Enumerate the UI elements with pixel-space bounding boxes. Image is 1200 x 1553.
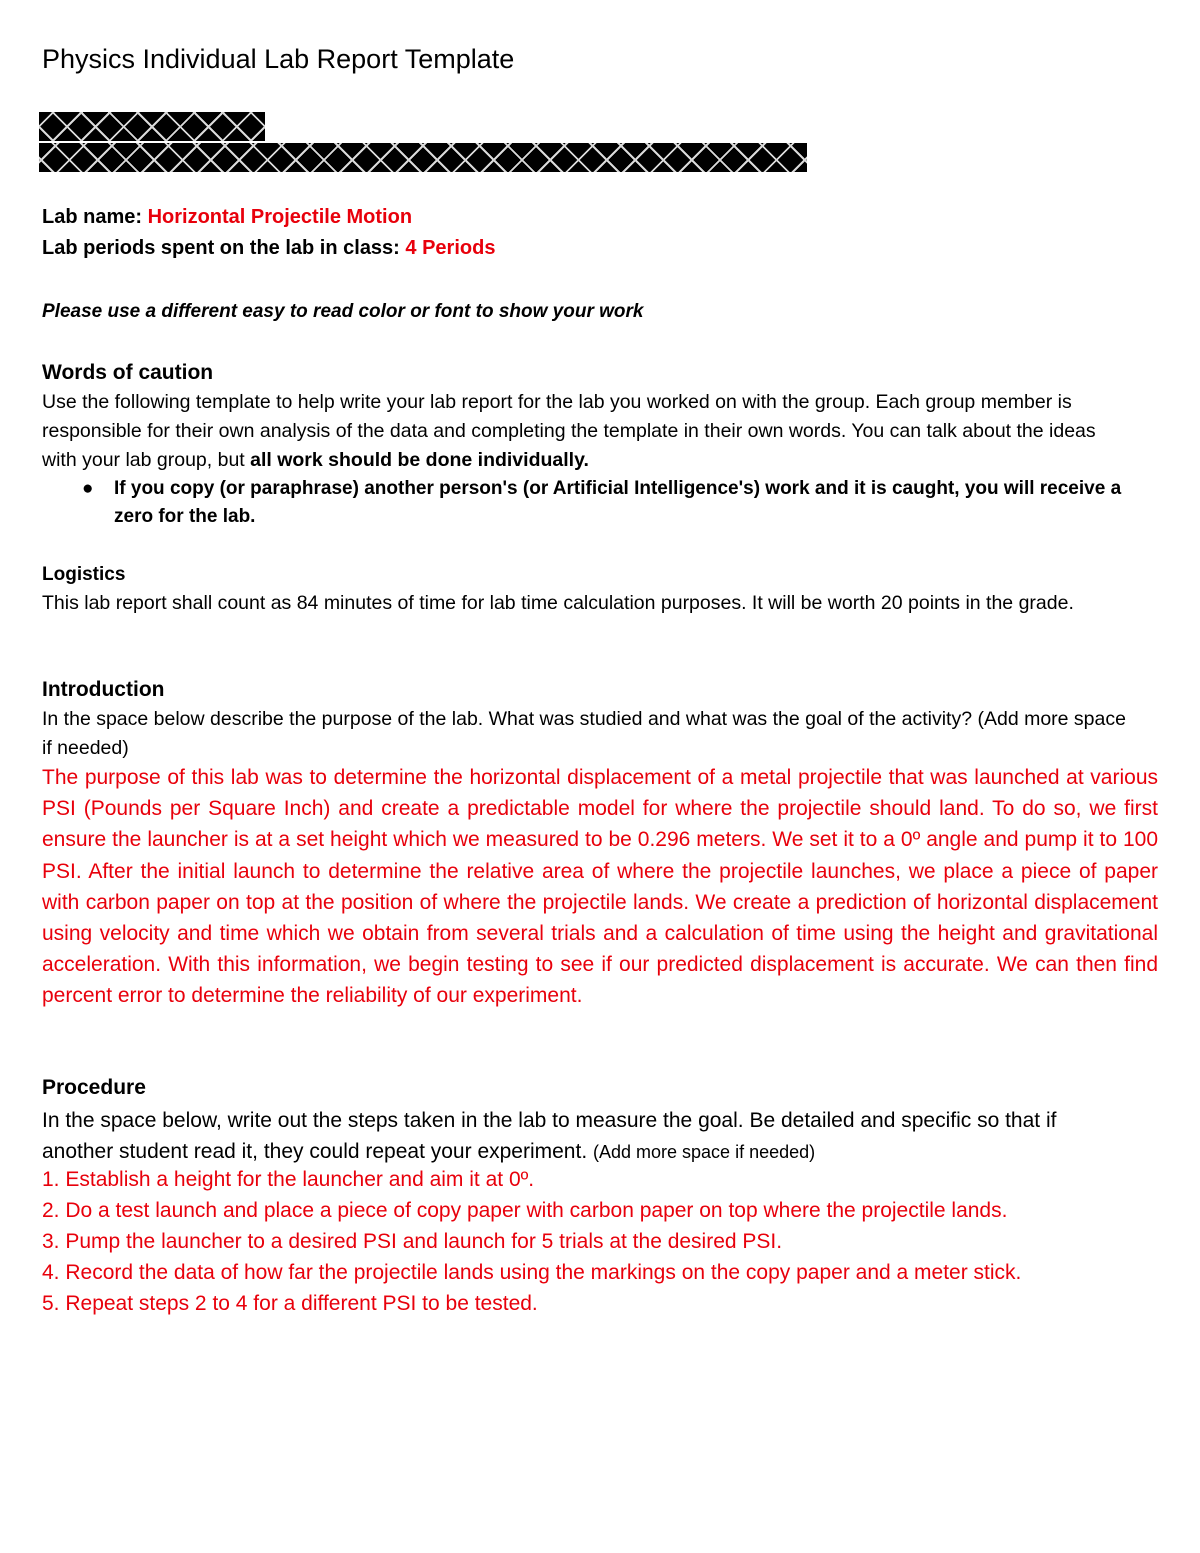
lab-periods-value: 4 Periods: [405, 237, 496, 259]
procedure-heading: Procedure: [42, 1076, 146, 1099]
lab-name-value: Horizontal Projectile Motion: [147, 206, 413, 228]
procedure-step: 4. Record the data of how far the projectile lands using the markings on the copy paper and a meter stick.: [42, 1261, 1022, 1284]
lab-periods-line: [42, 237, 495, 260]
lab-name-line: [42, 206, 412, 229]
procedure-step: 3. Pump the launcher to a desired PSI and launch for 5 trials at the desired PSI.: [42, 1230, 783, 1253]
caution-bold: all work should be done individually.: [250, 449, 589, 471]
procedure-step: 1. Establish a height for the launcher and aim it at 0º.: [42, 1168, 535, 1191]
logistics-text: This lab report shall count as 84 minutes of time for lab time calculation purposes. It will be worth 20 points in the grade.: [42, 592, 1074, 614]
instruction-text: Please use a different easy to read color or font to show your work: [42, 301, 644, 322]
procedure-prompt-small: (Add more space if needed): [593, 1142, 816, 1162]
caution-bullet-text: If you copy (or paraphrase) another person's (or Artificial Intelligence's) work and it is caught, you will receive a zero for the lab.: [114, 478, 1122, 527]
procedure-step: 2. Do a test launch and place a piece of copy paper with carbon paper on top where the projectile lands.: [42, 1199, 1008, 1222]
redacted-name-block: [39, 112, 265, 141]
procedure-prompt-text: In the space below, write out the steps taken in the lab to measure the goal. Be detailed and specific so that if another student read it, they could repeat your experiment.: [42, 1109, 1057, 1163]
caution-text: [42, 388, 1127, 475]
introduction-heading: Introduction: [42, 678, 165, 701]
lab-name-label: Lab name:: [42, 206, 148, 228]
introduction-prompt: In the space below describe the purpose of the lab. What was studied and what was the goal of the activity? (Add more space if needed): [42, 708, 1126, 759]
caution-bullet: [82, 475, 1164, 531]
introduction-answer: The purpose of this lab was to determine the horizontal displacement of a metal projectile that was launched at various PSI (Pounds per Square Inch) and create a predictable model for where the projectile should land. To do so, we first ensure the launcher is at a set height which we measured to be 0.296 meters. We set it to a 0º angle and pump it to 100 PSI. After the initial launch to determine the relative area of where the projectile launches, we place a piece of paper with carbon paper on top at the position of where the projectile lands. We create a prediction of horizontal displacement using velocity and time which we obtain from several trials and a calculation of time using the height and gravitational acceleration. With this information, we begin testing to see if our predicted displacement is accurate. We can then find percent error to determine the reliability of our experiment.: [42, 766, 1158, 1008]
procedure-prompt: [42, 1105, 1132, 1168]
logistics-heading: Logistics: [42, 564, 126, 585]
lab-periods-label: Lab periods spent on the lab in class:: [42, 237, 406, 259]
procedure-step: 5. Repeat steps 2 to 4 for a different PSI to be tested.: [42, 1292, 538, 1315]
page-title: Physics Individual Lab Report Template: [42, 44, 515, 74]
caution-heading: Words of caution: [42, 361, 214, 384]
caution-body: Use the following template to help write your lab report for the lab you worked on with the group. Each group member is responsible for their own analysis of the data and completing the template in their own words. You can talk about the ideas with your lab group, but: [42, 391, 1096, 471]
bullet-dot-icon: ●: [82, 478, 94, 499]
redacted-info-block: [39, 143, 807, 172]
